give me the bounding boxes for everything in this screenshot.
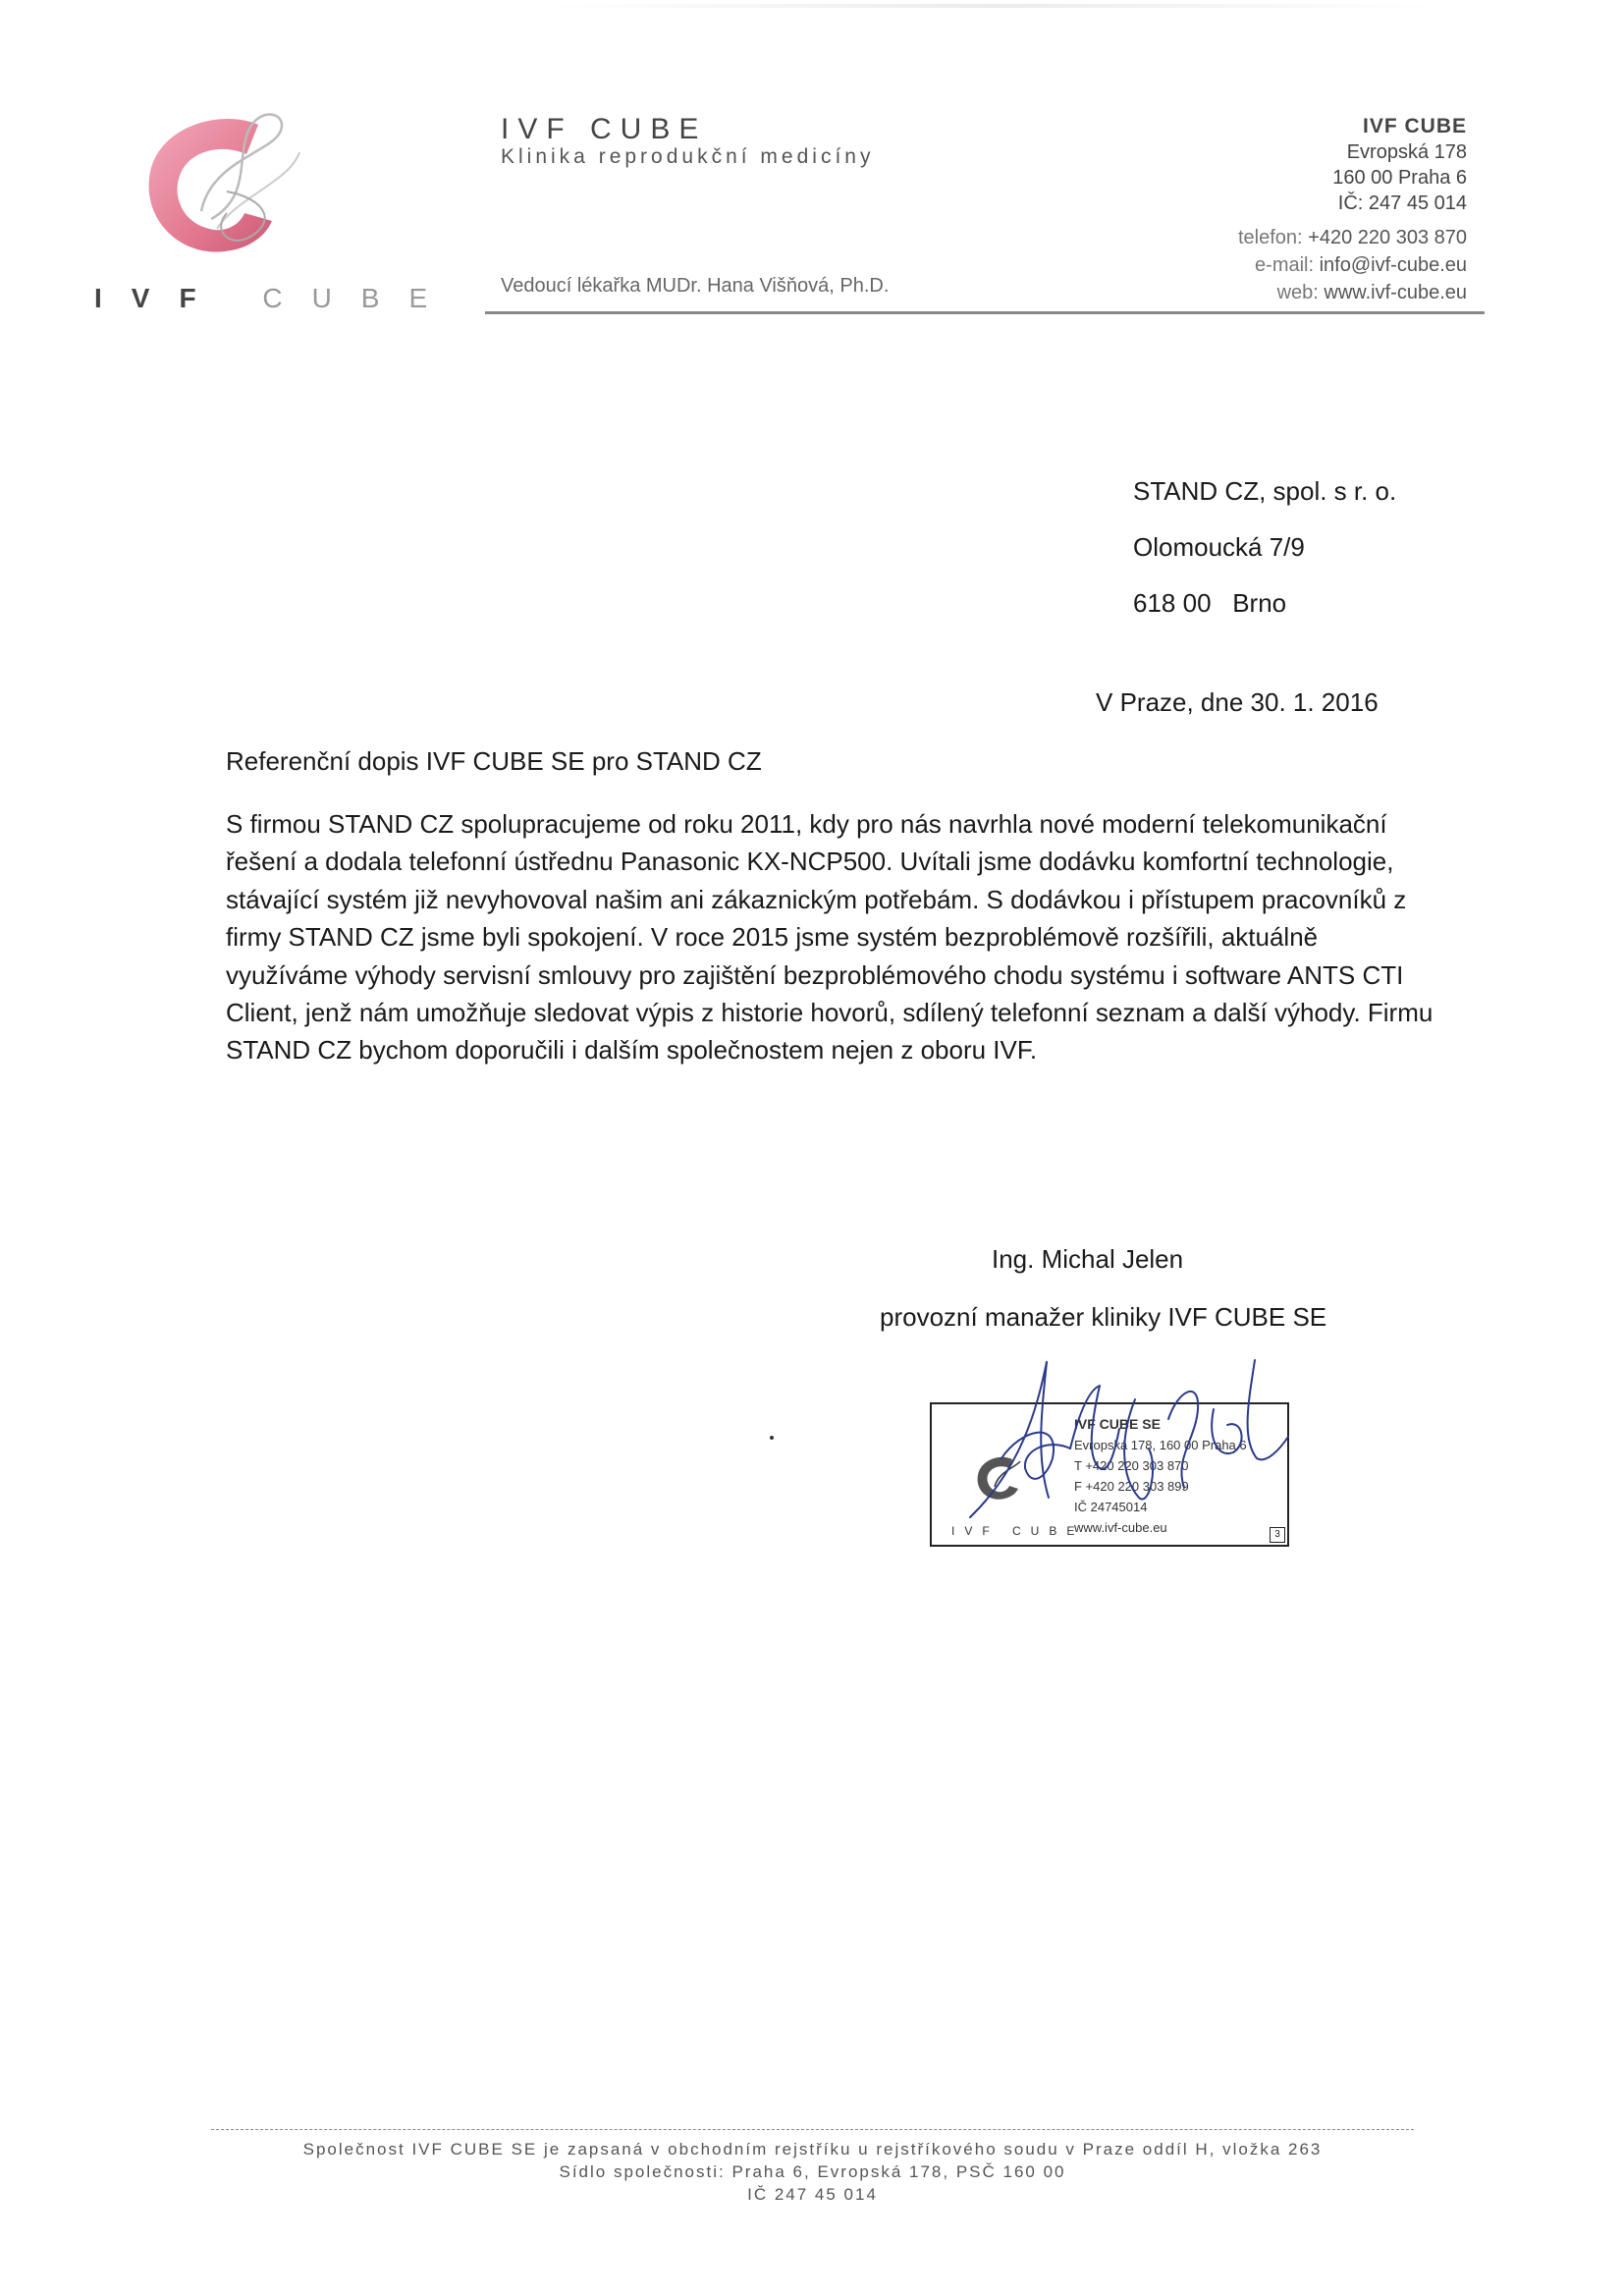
web-label: web: — [1276, 282, 1319, 303]
recipient-address — [1133, 464, 1396, 631]
company-registration-footer — [211, 2138, 1414, 2206]
head-doctor-line: Vedoucí lékařka MUDr. Hana Višňová, Ph.D. — [501, 275, 890, 297]
email-link[interactable]: info@ivf-cube.eu — [1319, 254, 1467, 276]
clinic-contact — [1055, 224, 1467, 306]
scan-speck — [770, 1436, 774, 1440]
clinic-subtitle: Klinika reprodukční medicíny — [501, 145, 875, 168]
stamp-line-2: Evropská 178, 160 00 Praha 6 — [1074, 1438, 1247, 1452]
stamp-line-6: www.ivf-cube.eu — [1074, 1520, 1167, 1535]
footer-line-2: Sídlo společnosti: Praha 6, Evropská 178, PSČ 160 00 — [559, 2162, 1066, 2181]
ivf-cube-logo-icon — [133, 103, 319, 280]
stamp-line-1: IVF CUBE SE — [1074, 1416, 1161, 1432]
web-link[interactable]: www.ivf-cube.eu — [1324, 282, 1467, 303]
signatory-role: provozní manažer kliniky IVF CUBE SE — [880, 1302, 1327, 1332]
stamp-wordmark: IVF CUBE — [951, 1524, 1085, 1538]
handwritten-signature — [943, 1350, 1296, 1547]
stamp-line-3: T +420 220 303 870 — [1074, 1458, 1189, 1473]
footer-line-3: IČ 247 45 014 — [747, 2185, 878, 2204]
letter-subject: Referenční dopis IVF CUBE SE pro STAND CZ — [226, 746, 762, 776]
clinic-name: IVF CUBE — [501, 113, 708, 145]
scan-edge-shade — [550, 4, 1434, 8]
letter-date: V Praze, dne 30. 1. 2016 — [1096, 687, 1379, 717]
footer-line-1: Společnost IVF CUBE SE je zapsaná v obchodním rejstříku u rejstříkového soudu v Praze oddíl H, vložka 263 — [302, 2140, 1323, 2159]
logo-wordmark: IVF CUBE — [94, 283, 458, 313]
letter-body: S firmou STAND CZ spolupracujeme od roku 2011, kdy pro nás navrhla nové moderní telekomunikační řešení a dodala telefonní ústřednu Panasonic KX-NCP500. Uvítali jsme dodávku komfortní technologie, stávající systém již nevyhovoval našim ani zákaznickým potřebám. S dodávkou i přístupem pracovníků z firmy STAND CZ jsme byli spokojení. V roce 2015 jsme systém bezproblémově rozšířili, aktuálně využíváme výhody servisní smlouvy pro zajištění bezproblémového chodu systému i software ANTS CTI Client, jenž nám umožňuje sledovat výpis z historie hovorů, sdílený telefonní seznam a další výhody. Firmu STAND CZ bychom doporučili i dalším společnostem nejen z oboru IVF. — [226, 809, 1434, 1066]
header-divider — [485, 311, 1485, 314]
clinic-address — [1113, 114, 1467, 216]
footer-divider — [211, 2129, 1414, 2130]
stamp-line-5: IČ 24745014 — [1074, 1500, 1148, 1514]
email-label: e-mail: — [1255, 254, 1315, 276]
recipient-line-2: Olomoucká 7/9 — [1133, 532, 1305, 562]
address-street: Evropská 178 — [1346, 141, 1467, 163]
phone-label: telefon: — [1238, 227, 1303, 248]
stamp-line-4: F +420 220 303 899 — [1074, 1479, 1189, 1494]
recipient-line-1: STAND CZ, spol. s r. o. — [1133, 476, 1397, 506]
address-city: 160 00 Praha 6 — [1332, 167, 1467, 189]
signatory-name: Ing. Michal Jelen — [992, 1244, 1184, 1274]
address-name: IVF CUBE — [1362, 115, 1467, 137]
recipient-line-3: 618 00 Brno — [1133, 588, 1287, 618]
address-ic: IČ: 247 45 014 — [1337, 192, 1467, 214]
phone-value: +420 220 303 870 — [1308, 227, 1467, 248]
stamp-corner-mark: 3 — [1270, 1527, 1285, 1543]
